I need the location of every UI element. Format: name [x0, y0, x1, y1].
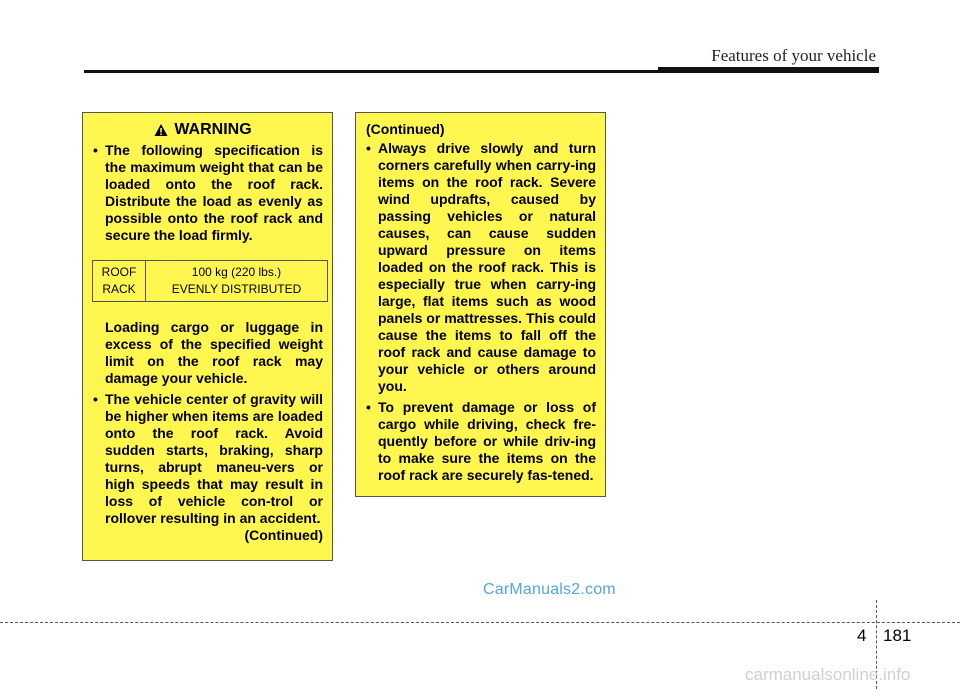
- bullet-text: Always drive slowly and turn corners carefully when carry-ing items on the roof rack. Severe wind updrafts, caused by passing vehicles or natural causes, can cause sudden upward pressure on items loaded on the roof rack. This is especially true when carry-ing large, flat items such as wood panels or mattresses. This could cause the items to fall off the roof rack and cause damage to your vehicle or others around you.: [378, 140, 596, 394]
- spec-value-line: 100 kg (220 lbs.): [191, 265, 282, 279]
- warning-box: [82, 112, 333, 561]
- continued-label: (Continued): [244, 527, 323, 543]
- bullet-text: The following specification is the maximum weight that can be loaded onto the roof rack. Distribute the load as evenly as possible onto the roof rack and secure the load firmly.: [105, 142, 323, 243]
- bullet-dot: •: [366, 140, 371, 156]
- page-number: 181: [883, 626, 912, 645]
- watermark-link[interactable]: CarManuals2.com: [483, 581, 616, 598]
- spec-label-line: ROOF: [101, 265, 137, 279]
- list-item: [366, 399, 596, 484]
- warning-heading: [83, 121, 323, 138]
- bullet-dot: •: [366, 399, 371, 415]
- list-item: [93, 391, 323, 527]
- paragraph: Loading cargo or luggage in excess of the specified weight limit on the roof rack may damage your vehicle.: [105, 319, 323, 386]
- table-row: [93, 261, 328, 302]
- warning-triangle-icon: [154, 123, 168, 137]
- list-item: [366, 140, 596, 395]
- continued-warning-box: [355, 112, 606, 497]
- bullet-text: To prevent damage or loss of cargo while driving, check fre-quently before or while driv-ing to make sure the items on the roof rack are securely fas-tened.: [378, 399, 596, 483]
- bullet-dot: •: [93, 391, 98, 407]
- list-item: [93, 142, 323, 244]
- footer-site-watermark: carmanualsonline.info: [745, 665, 911, 684]
- continued-label: (Continued): [366, 121, 445, 137]
- chapter-number: 4: [857, 626, 867, 645]
- page-section-title: Features of your vehicle: [711, 46, 876, 65]
- header-rule-accent: [658, 67, 879, 72]
- footer-rule: [0, 622, 960, 623]
- spec-table: [92, 260, 328, 302]
- bullet-dot: •: [93, 142, 98, 158]
- spec-label-cell: [93, 261, 146, 302]
- warning-heading-text: WARNING: [174, 121, 252, 138]
- spec-label-line: RACK: [102, 282, 136, 296]
- spec-value-cell: [146, 261, 328, 302]
- bullet-text: The vehicle center of gravity will be higher when items are loaded onto the roof rack. Avoid sudden starts, braking, sharp turns, abrupt maneu-vers or high speeds that may result in loss of vehicle con-trol or rollover resulting in an accident.: [105, 391, 323, 526]
- spec-value-line: EVENLY DISTRIBUTED: [171, 282, 302, 296]
